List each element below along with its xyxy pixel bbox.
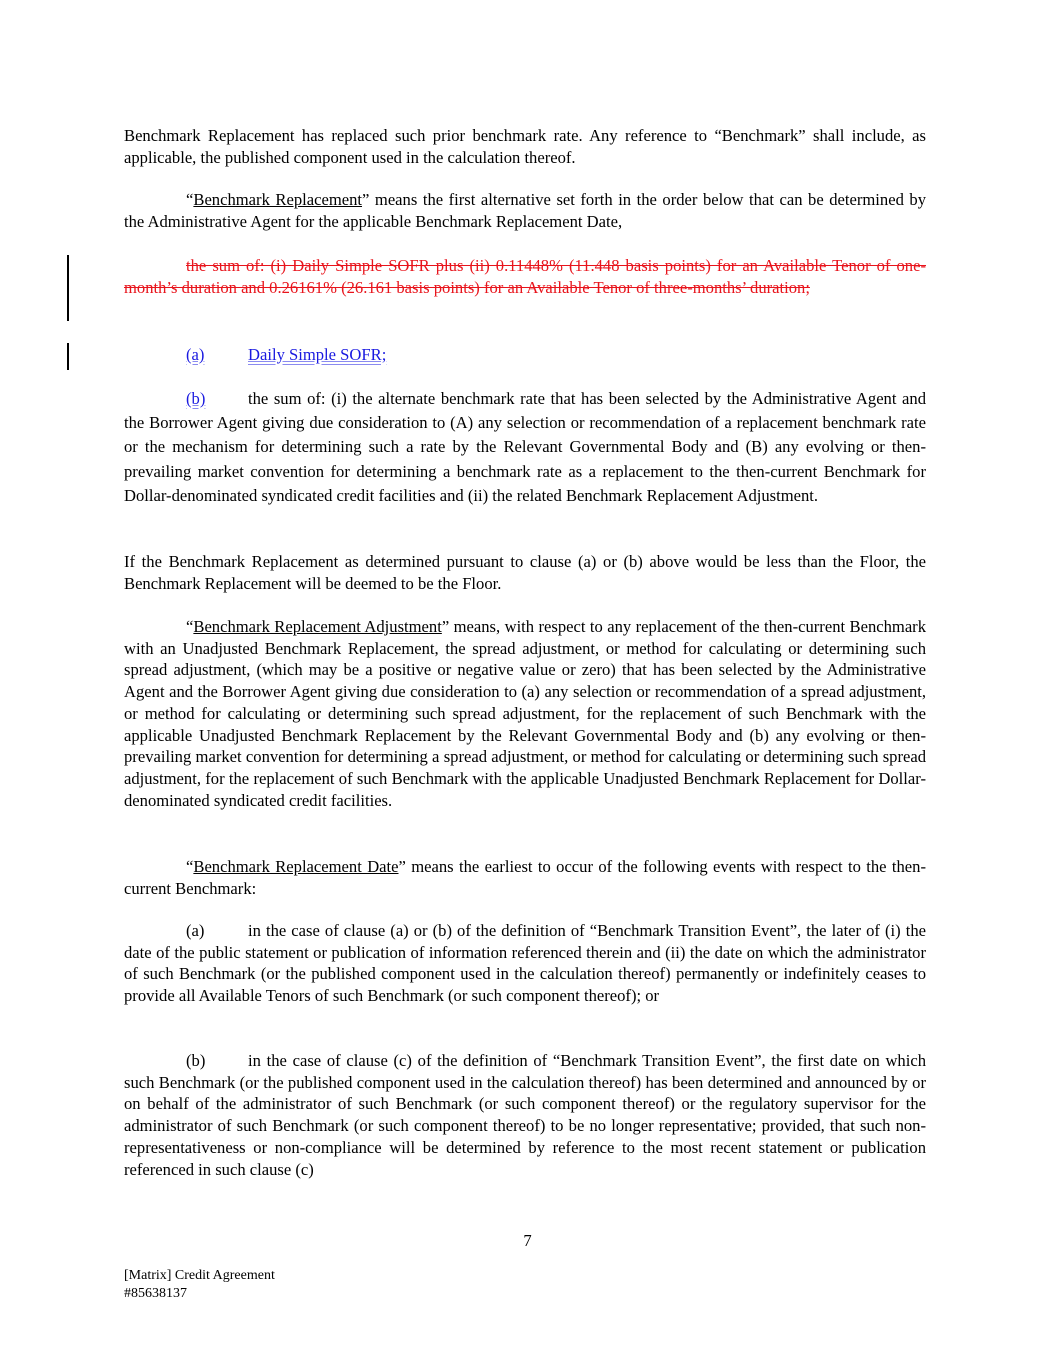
item-label: (b) bbox=[186, 389, 206, 408]
item-text: in the case of clause (c) of the definition of “Benchmark Transition Event”, the first date on which such Benchmark (or the published component used in the calculation thereof) has been determined and announced by or on behalf of the administrator of such Benchmark (or such component thereof) or the regulatory supervisor for the administrator of such Benchmark (or such component thereof) to be no longer representative; provided, that such non-representativeness or non-compliance will be determined by reference to the most recent statement or publication referenced in such clause (c) bbox=[124, 1051, 926, 1179]
inserted-text: Daily Simple SOFR; bbox=[248, 345, 387, 364]
change-bar bbox=[67, 343, 69, 370]
item-b bbox=[124, 1050, 926, 1180]
item-a bbox=[124, 920, 926, 1007]
definition-benchmark-replacement-date bbox=[124, 856, 926, 899]
item-text: the sum of: (i) the alternate benchmark rate that has been selected by the Administrative Agent and the Borrower Agent giving due consideration to (A) any selection or recommendation of a replacement benchmark rate or the mechanism for determining such a rate by the Relevant Governmental Body and (B) any evolving or then-prevailing market convention for determining a benchmark rate as a replacement to the then-current Benchmark for Dollar-denominated syndicated credit facilities and (ii) the related Benchmark Replacement Adjustment. bbox=[124, 389, 926, 505]
change-bar bbox=[67, 255, 69, 321]
deleted-text: the sum of: (i) Daily Simple SOFR plus (ii) 0.11448% (11.448 basis points) for an Available Tenor of one-month’s duration and 0.26161% (26.161 basis points) for an Available Tenor of three-months’ duration; bbox=[124, 256, 926, 297]
definition-text: ” means the first alternative set forth in the order below that can be determined by the Administrative Agent for the applicable Benchmark Replacement Date, bbox=[124, 190, 926, 231]
item-label: (a) bbox=[186, 345, 205, 364]
item-label: (a) bbox=[186, 921, 205, 940]
footer-title: [Matrix] Credit Agreement bbox=[124, 1268, 275, 1283]
item-text: in the case of clause (a) or (b) of the definition of “Benchmark Transition Event”, the later of (i) the date of the public statement or publication of information referenced therein and (ii) the date on which the administrator of such Benchmark (or the published component used in the calculation thereof) permanently or indefinitely ceases to provide all Available Tenors of such Benchmark (or such component thereof); or bbox=[124, 921, 926, 1006]
defined-term: Benchmark Replacement Adjustment bbox=[193, 617, 442, 636]
footer bbox=[124, 1267, 275, 1303]
defined-term: Benchmark Replacement bbox=[193, 190, 363, 209]
footer-doc-number: #85638137 bbox=[124, 1286, 187, 1301]
definition-benchmark-replacement bbox=[124, 189, 926, 232]
paragraph-floor: If the Benchmark Replacement as determined pursuant to clause (a) or (b) above would be less than the Floor, the Benchmark Replacement will be deemed to be the Floor. bbox=[124, 552, 926, 593]
paragraph: Benchmark Replacement has replaced such prior benchmark rate. Any reference to “Benchmark” shall include, as applicable, the published component used in the calculation thereof. bbox=[124, 126, 926, 167]
definition-text: ” means the earliest to occur of the following events with respect to the then-current Benchmark: bbox=[124, 857, 926, 898]
definition-benchmark-replacement-adjustment bbox=[124, 616, 926, 811]
item-label: (b) bbox=[186, 1051, 206, 1070]
item-a bbox=[124, 344, 926, 366]
quote: “ bbox=[186, 857, 194, 876]
defined-term: Benchmark Replacement Date bbox=[193, 857, 399, 876]
quote: “ bbox=[186, 617, 194, 636]
page-number: 7 bbox=[523, 1231, 532, 1250]
definition-text: ” means, with respect to any replacement of the then-current Benchmark with an Unadjusted Benchmark Replacement, the spread adjustment, or method for calculating or determining such spread adjustment, (which may be a positive or negative value or zero) that has been selected by the Administrative Agent and the Borrower Agent giving due consideration to (a) any selection or recommendation of a spread adjustment, or method for calculating or determining such spread adjustment, for the replacement of such Benchmark with the applicable Unadjusted Benchmark Replacement by the Relevant Governmental Body and (b) any evolving or then-prevailing market convention for determining a spread adjustment, or method for calculating or determining such spread adjustment, for the replacement of such Benchmark with the applicable Unadjusted Benchmark Replacement for Dollar-denominated syndicated credit facilities. bbox=[124, 617, 927, 810]
item-b bbox=[124, 387, 926, 508]
quote: “ bbox=[186, 190, 194, 209]
